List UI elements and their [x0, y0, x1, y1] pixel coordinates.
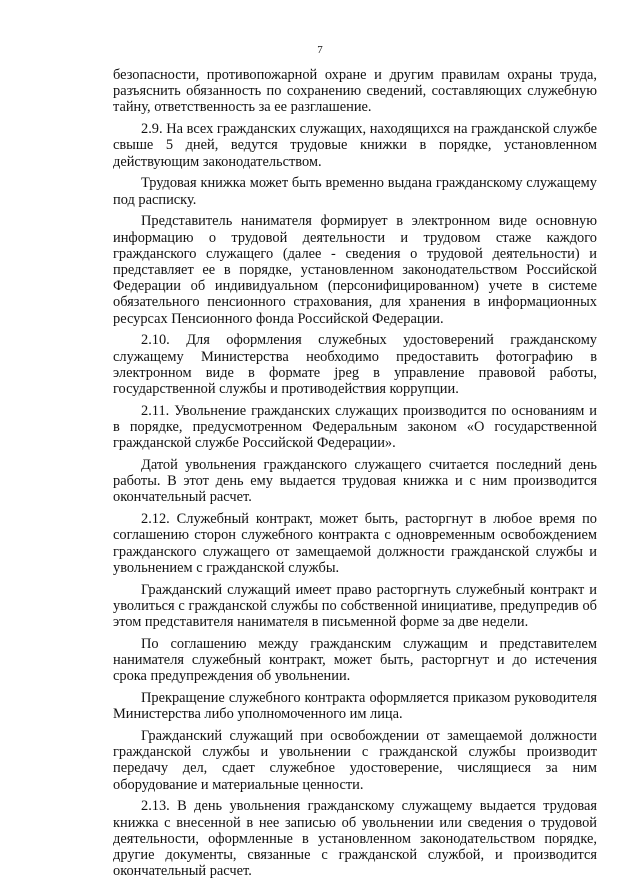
- paragraph-2-11: 2.11. Увольнение гражданских служащих производится по основаниям и в порядке, предусмотренном Федеральным законом «О государственной гражданской службе Российской Федерации».: [113, 402, 597, 452]
- paragraph: Трудовая книжка может быть временно выдана гражданскому служащему под расписку.: [113, 175, 597, 208]
- paragraph: Гражданский служащий при освобождении от замещаемой должности гражданской службы и увольнении с гражданской службы производит передачу дел, сдает служебное удостоверение, числящиеся за ним оборудование и материальные ценности.: [113, 728, 597, 793]
- paragraph: Представитель нанимателя формирует в электронном виде основную информацию о трудовой деятельности и трудовом стаже каждого гражданского служащего (далее - сведения о трудовой деятельности) и представляет ее в порядке, установленном законодательством Российской Федерации об индивидуальном (персонифицированном) учете в системе обязательного пенсионного страхования, для хранения в информационных ресурсах Пенсионного фонда Российской Федерации.: [113, 213, 597, 327]
- paragraph-2-13: 2.13. В день увольнения гражданскому служащему выдается трудовая книжка с внесенной в нее записью об увольнении или сведения о трудовой деятельности, оформленные в установленном законодательством порядке, другие документы, связанные с гражданской службой, и производится окончательный расчет.: [113, 798, 597, 880]
- paragraph-2-10: 2.10. Для оформления служебных удостоверений гражданскому служащему Министерства необходимо предоставить фотографию в электронном виде в формате jpeg в управление правовой работы, государственной службы и противодействия коррупции.: [113, 332, 597, 398]
- paragraph: По соглашению между гражданским служащим и представителем нанимателя служебный контракт, может быть, расторгнут и до истечения срока предупреждения об увольнении.: [113, 635, 597, 685]
- paragraph-2-9: 2.9. На всех гражданских служащих, находящихся на гражданской службе свыше 5 дней, ведутся трудовые книжки в порядке, установленном действующим законодательством.: [113, 121, 597, 170]
- page-number: 7: [317, 44, 323, 56]
- paragraph: Прекращение служебного контракта оформляется приказом руководителя Министерства либо уполномоченного им лица.: [113, 690, 597, 723]
- paragraph-2-12: 2.12. Служебный контракт, может быть, расторгнут в любое время по соглашению сторон служебного контракта с одновременным освобождением гражданского служащего от замещаемой должности гражданской службы и увольнением с гражданской службы.: [113, 511, 597, 576]
- document-body: [113, 67, 597, 885]
- paragraph-continuation: безопасности, противопожарной охране и другим правилам охраны труда, разъяснить обязанность по сохранению сведений, составляющих служебную тайну, ответственность за ее разглашение.: [113, 67, 597, 116]
- paragraph: Датой увольнения гражданского служащего считается последний день работы. В этот день ему выдается трудовая книжка и с ним производится окончательный расчет.: [113, 457, 597, 506]
- paragraph: Гражданский служащий имеет право расторгнуть служебный контракт и уволиться с гражданской службы по собственной инициативе, предупредив об этом представителя нанимателя в письменной форме за две недели.: [113, 581, 597, 631]
